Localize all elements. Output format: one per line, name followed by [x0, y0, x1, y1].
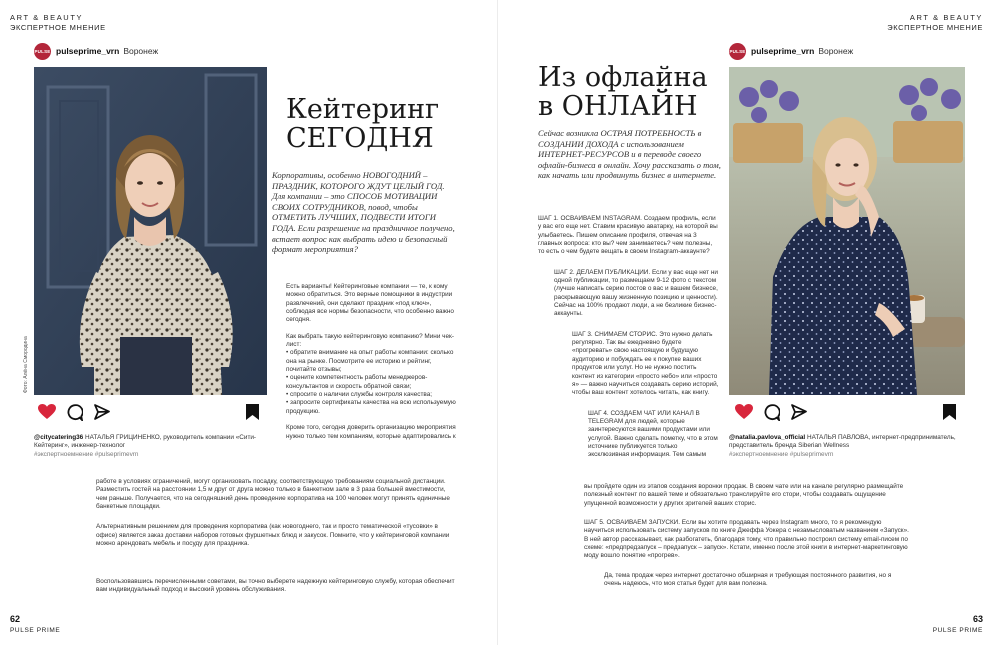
- paragraph: Как выбрать такую кейтеринговую компанию? Мини чек-лист:: [286, 332, 454, 349]
- caption-text: НАТАЛЬЯ ПАВЛОВА, интернет-предприниматель, представитель бренда Siberian Wellness: [729, 434, 956, 450]
- page-number-left: 62: [10, 614, 21, 624]
- share-icon[interactable]: [94, 404, 110, 420]
- section-subtitle: ЭКСПЕРТНОЕ МНЕНИЕ: [10, 23, 106, 32]
- article-lead-right: Сейчас возникла ОСТРАЯ ПОТРЕБНОСТЬ в СОЗДАНИИ ДОХОДА с использованием ИНТЕРНЕТ-РЕСУРСОВ и в переводе своего офлайн-бизнеса в онлайн. Хочу рассказать о том, как начать или продвинуть бизнес в интернете.: [538, 128, 721, 181]
- section-label-right: [887, 13, 983, 33]
- portrait-photo-left: [34, 67, 267, 395]
- publication-name-right: PULSE PRIME: [932, 627, 983, 634]
- headline-line-2: СЕГОДНЯ: [286, 123, 434, 154]
- bookmark-icon[interactable]: [246, 404, 259, 420]
- page-fold: [497, 0, 498, 645]
- section-title: ART & BEAUTY: [10, 13, 84, 22]
- profile-city: Воронеж: [123, 46, 159, 56]
- paragraph: работе в условиях ограничений, могут организовать посадку, соответствующую требованиям социальной дистанции. Разместить гостей на расстоянии 1,5 м друг от друга можно только в банкетном зале в 3 раза большей вместимости, чем раньше. Получается, что на сегодняшний день проведение корпоратива на 100 человек могут принять единичные банкетные площадки.: [96, 478, 450, 511]
- article-headline-left: [286, 95, 439, 153]
- step-4: ШАГ 4. СОЗДАЕМ ЧАТ ИЛИ КАНАЛ В TELEGRAM для людей, которые заинтересуются вашими продуктами или услугой. Важно сделать пометку, что в этом источнике публикуется только эксклюзивная информация. Тем самым: [588, 409, 718, 459]
- paragraph: Альтернативным решением для проведения корпоратива (как новогоднего, так и просто тематической «тусовки» в офисе) является заказ доставки наборов готовых фуршетных блюд и закусок. Помните, что у кейтеринговой компании можно арендовать мебель и посуду для праздника.: [96, 523, 450, 548]
- step-2: ШАГ 2. ДЕЛАЕМ ПУБЛИКАЦИИ. Если у вас еще нет ни одной публикации, то размещаем 9-12 фото с текстом (лучше написать серию постов о вас и вашем бизнесе, раскрывающую вашу жизненную позицию и ценности). Сейчас на 100% продают люди, а не безликие бизнес-аккаунты.: [554, 268, 718, 318]
- article-wide-right: [584, 483, 909, 588]
- profile-username[interactable]: pulseprime_vrn: [751, 46, 815, 56]
- headline-line-2: в ОНЛАЙН: [538, 91, 698, 122]
- avatar[interactable]: PULSE: [729, 43, 746, 60]
- headline-line-1: Из офлайна: [538, 62, 708, 93]
- step-4-continued: вы пройдете один из этапов создания воронки продаж. В своем чате или на канале регулярно размещайте полезный контент по вашей теме и обязательно транслируйте его стори, чтобы создавать ощущение упущенной возможности у других зрителей ваших сторис.: [584, 483, 904, 507]
- avatar[interactable]: PULSE: [34, 43, 51, 60]
- post-actions-right: [729, 404, 965, 422]
- paragraph: Кроме того, сегодня доверить организацию мероприятия нужно только тем компаниям, которые адаптировались к: [286, 424, 456, 440]
- profile-header-right[interactable]: [729, 41, 853, 61]
- list-item: • оцените компетентность работы менеджеров-консультантов и скорость обратной связи;: [286, 374, 428, 390]
- article-conclusion-left: [96, 578, 458, 595]
- bookmark-icon[interactable]: [943, 404, 956, 420]
- profile-city: Воронеж: [818, 46, 854, 56]
- photo-credit: Фото: Алёна Смородина: [23, 336, 29, 393]
- headline-line-1: Кейтеринг: [286, 94, 440, 125]
- closing-paragraph: Да, тема продаж через интернет достаточно обширная и требующая постоянного развития, но я очень надеюсь, что моя статья будет для вам полезна.: [604, 571, 892, 588]
- heart-icon[interactable]: [735, 404, 753, 420]
- caption-hashtags[interactable]: #экспертноемнение #pulseprimevrn: [34, 450, 139, 458]
- post-actions-left: [34, 404, 267, 422]
- list-item: • спросите о наличии службы контроля качества;: [286, 391, 433, 399]
- caption-text: НАТАЛЬЯ ГРИЦИНЕНКО, руководитель компании «Сити-Кейтеринг», инженер-технолог: [34, 434, 257, 450]
- portrait-photo-right: [729, 67, 965, 395]
- paragraph: Воспользовавшись перечисленными советами, вы точно выберете надежную кейтеринговую службу, которая обеспечит вам индивидуальный подход и высокий уровень обслуживания.: [96, 578, 455, 594]
- paragraph: Есть варианты! Кейтеринговые компании — те, к кому можно обратиться. Это верные помощники в индустрии развлечений, они сделают праздник «под ключ», соблюдая все нормы безопасности, что особенно важно сегодня.: [286, 283, 454, 324]
- article-wide-left: [96, 478, 458, 558]
- post-caption-left: [34, 434, 270, 459]
- article-lead-left: Корпоративы, особенно НОВОГОДНИЙ – ПРАЗДНИК, КОТОРОГО ЖДУТ ЦЕЛЫЙ ГОД. Для компании – это СПОСОБ МОТИВАЦИИ СВОИХ СОТРУДНИКОВ, повод, чтобы ОТМЕТИТЬ ЛУЧШИХ, ПОДВЕСТИ ИТОГИ ГОДА. Если разрешение на праздничное получено, встает вопрос как выбрать идею и безопасный формат мероприятия?: [272, 170, 455, 255]
- article-headline-right: [538, 63, 708, 121]
- step-5: ШАГ 5. ОСВАИВАЕМ ЗАПУСКИ. Если вы хотите продавать через Instagram много, то я рекомендую научиться использовать систему запусков по книге Джеффа Уокера с незамысловатым названием «Запуск». В ней автор рассказывает, как разбогатеть, благодаря тому, что правильно построил систему email-писем по схеме: «предпредзапуск – предзапуск – запуск». Кстати, именно после этой книги в интернет-маркетинговую моду вошло понятие «прогрев».: [584, 519, 909, 560]
- heart-icon[interactable]: [38, 404, 56, 420]
- post-caption-right: [729, 434, 969, 459]
- profile-header-left[interactable]: [34, 41, 158, 61]
- step-3: ШАГ 3. СНИМАЕМ СТОРИС. Это нужно делать регулярно. Так вы ежедневно будете «прогревать» свою настоящую и будущую аудиторию и побуждать ее к покупке ваших продуктов или услуг. Но не нужно постить контент из категории «просто небо» или «просто я» — важно научиться создавать серию историй, чтобы ваш контент хотелось читать, как книгу.: [572, 330, 719, 397]
- list-item: • запросите сертификаты качества на всю используемую продукцию.: [286, 399, 456, 415]
- share-icon[interactable]: [791, 404, 807, 420]
- section-subtitle: ЭКСПЕРТНОЕ МНЕНИЕ: [887, 23, 983, 32]
- caption-hashtags[interactable]: #экспертноемнение #pulseprimevrn: [729, 450, 834, 458]
- page-number-right: 63: [972, 614, 983, 624]
- caption-handle[interactable]: @natalia.pavlova_official: [729, 434, 806, 441]
- comment-icon[interactable]: [763, 404, 780, 421]
- article-column-left: [286, 283, 458, 441]
- profile-username[interactable]: pulseprime_vrn: [56, 46, 120, 56]
- caption-handle[interactable]: @citycatering36: [34, 434, 84, 441]
- step-1: ШАГ 1. ОСВАИВАЕМ INSTAGRAM. Создаем профиль, если у вас его еще нет. Ставим красивую аватарку, на которой вы улыбаетесь. Пишем описание профиля, отвечая на 3 главных вопроса: кто вы? чем занимаетесь? чем полезны, то есть о чем будете вещать в своем Instagram-аккаунте?: [538, 215, 718, 256]
- list-item: • обратите внимание на опыт работы компании: сколько она на рынке. Посмотрите ее историю и рейтинг, почитайте отзывы;: [286, 349, 454, 374]
- comment-icon[interactable]: [66, 404, 83, 421]
- publication-name-left: PULSE PRIME: [10, 627, 61, 634]
- section-title: ART & BEAUTY: [909, 13, 983, 22]
- article-column-right: [538, 215, 720, 460]
- section-label-left: [10, 13, 106, 33]
